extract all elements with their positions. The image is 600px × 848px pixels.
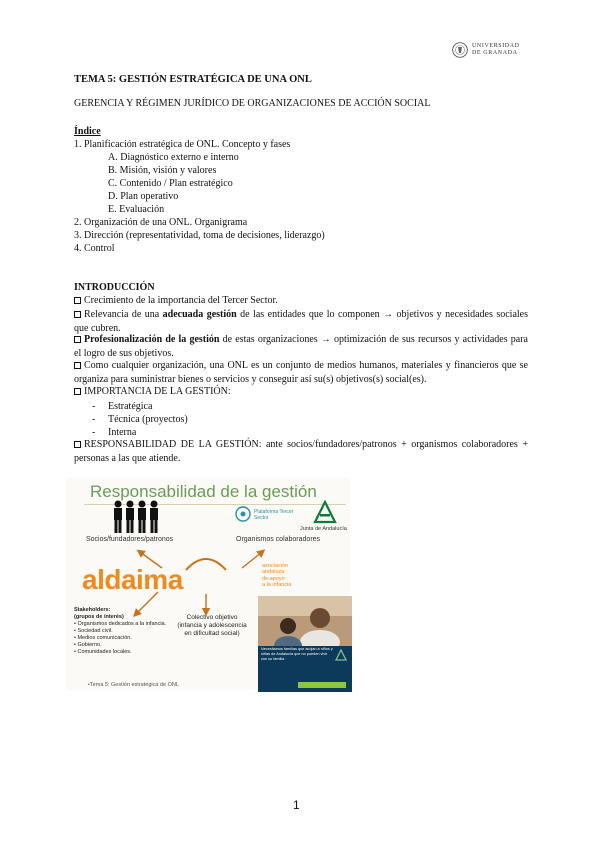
checkbox-bullet-icon (74, 362, 81, 369)
index-subitem: A. Diagnóstico externo e interno (108, 152, 239, 163)
intro-paragraph-1: Crecimiento de la importancia del Tercer Sector. (74, 294, 528, 308)
aldaima-logo: aldaima (82, 564, 183, 595)
socios-label: Socios/fundadores/patronos (86, 536, 174, 543)
plataforma-label: Plataforma Tercer Sector (254, 509, 294, 521)
checkbox-bullet-icon (74, 336, 81, 343)
figure-title: Responsabilidad de la gestión (90, 482, 317, 501)
index-subitem: E. Evaluación (108, 204, 165, 215)
document-title: TEMA 5: GESTIÓN ESTRATÉGICA DE UNA ONL (74, 74, 312, 85)
index-subitem: D. Plan operativo (108, 191, 179, 202)
stakeholder-item: • Sociedad civil. (74, 628, 113, 634)
poster-logo-icon (334, 648, 348, 662)
index-subitem: C. Contenido / Plan estratégico (108, 178, 233, 189)
stakeholders-list (74, 607, 174, 656)
importance-item: - Técnica (proyectos) (92, 414, 188, 425)
intro-paragraph-2: Relevancia de una adecuada gestión de las entidades que lo componen → objetivos y necesidades sociales que cubren. (74, 309, 529, 335)
org-colaboradores-label: Organismos colaboradores (236, 536, 321, 543)
checkbox-bullet-icon (74, 441, 81, 448)
importance-heading: IMPORTANCIA DE LA GESTIÓN: (74, 385, 528, 399)
checkbox-bullet-icon (74, 297, 81, 304)
index-item: 1. Planificación estratégica de ONL. Concepto y fases (74, 139, 291, 150)
colectivo-objetivo-label: Colectivo objetivo (infancia y adolescencia en dificultad social) (177, 614, 247, 637)
university-logo (452, 40, 547, 60)
responsibility-paragraph: RESPONSABILIDAD DE LA GESTIÓN: ante socios/fundadores/patronos + organismos colaboradores + personas a las que atiende. (74, 439, 528, 465)
stakeholders-heading: Stakeholders: (74, 607, 111, 613)
poster-text: Necesitamos familias que acojan a niños y niñas de Andalucía que no pueden vivir con su familia (261, 647, 333, 661)
index-item: 4. Control (74, 243, 115, 254)
index-item: 2. Organización de una ONL. Organigrama (74, 217, 248, 228)
document-subtitle: GERENCIA Y RÉGIMEN JURÍDICO DE ORGANIZACIONES DE ACCIÓN SOCIAL (74, 98, 431, 109)
importance-item: - Interna (92, 427, 137, 438)
foster-care-poster (258, 596, 352, 692)
checkbox-bullet-icon (74, 388, 81, 395)
university-seal-icon (452, 42, 468, 58)
intro-paragraph-4: Como cualquier organización, una ONL es un conjunto de medios humanos, materiales y financieros que se organiza para suministrar bienes o servicios y conseguir así su(s) objetivos(s) social(es). (74, 360, 528, 386)
stakeholder-item: • Gobierno. (74, 642, 102, 648)
intro-heading: INTRODUCCIÓN (74, 282, 155, 293)
stakeholder-item: • Organismos dedicados a la infancia. (74, 621, 167, 627)
index-subitem: B. Misión, visión y valores (108, 165, 217, 176)
poster-banner (298, 682, 346, 688)
aldaima-tagline: asociación andaluza de apoyo a la infancia (262, 563, 292, 589)
figure-caption: •Tema 5: Gestión estratégica de ONL (88, 682, 179, 688)
logo-text-line1: UNIVERSIDAD (472, 43, 520, 49)
intro-paragraph-3: Profesionalización de la gestión de estas organizaciones → optimización de sus recursos y actividades para el logro de sus objetivos. (74, 334, 528, 360)
importance-item: - Estratégica (92, 401, 153, 412)
junta-label: Junta de Andalucía (300, 526, 347, 532)
logo-text-line2: DE GRANADA (472, 50, 518, 56)
stakeholders-subheading: (grupos de interés) (74, 614, 124, 620)
checkbox-bullet-icon (74, 311, 81, 318)
index-item: 3. Dirección (representatividad, toma de decisiones, liderazgo) (74, 230, 325, 241)
stakeholder-item: • Comunidades locales. (74, 649, 132, 655)
page-number: 1 (293, 798, 300, 812)
index-heading: Índice (74, 126, 101, 137)
poster-photo-icon (258, 596, 352, 646)
stakeholder-item: • Medios comunicación. (74, 635, 132, 641)
